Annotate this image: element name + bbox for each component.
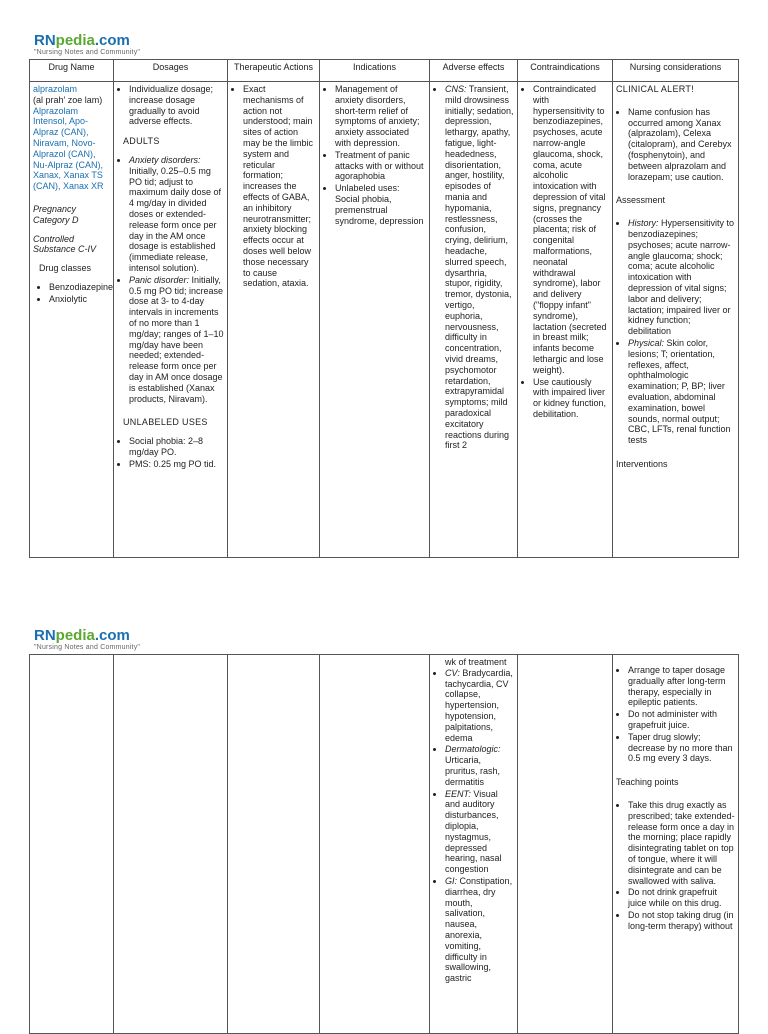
anxiety-dosage	[129, 155, 224, 274]
anxiety-label: Anxiety disorders:	[129, 154, 201, 165]
drug-class-item: • Benzodiazepine	[49, 282, 110, 293]
history-text: Hypersensitivity to benzodiazepines; psychoses; acute narrow-angle glaucoma; shock; coma; acute alcoholic intoxication with depression of vital signs; labor and delivery; lactation; impaired liver or kidney function; debilitation	[628, 218, 735, 337]
assessment-physical	[628, 338, 735, 446]
adverse-effects-cell-cont	[430, 655, 518, 1034]
drug-table-page-2	[29, 654, 739, 1034]
adverse-eent	[445, 789, 514, 875]
gi-text: Constipation, diarrhea, dry mouth, salivation, nausea, anorexia, vomiting, difficulty in swallowing, gastric	[445, 875, 513, 984]
unlabeled-use-item: • PMS: 0.25 mg PO tid.	[129, 459, 224, 470]
actions-list	[231, 84, 316, 289]
panic-dosage	[129, 275, 224, 405]
pregnancy-category: Pregnancy Category D	[33, 203, 79, 225]
intervention-item: • Do not administer with grapefruit juice.	[628, 709, 735, 731]
header-drug-name: Drug Name	[30, 60, 114, 82]
clinical-alert-item: • Name confusion has occurred among Xanax (alprazolam), Celexa (citalopram), and Cerebyx (fosphenytoin), and between alprazolam and lorazepam; use caution.	[628, 107, 735, 183]
header-adverse-effects: Adverse effects	[430, 60, 518, 82]
adverse-list	[433, 84, 514, 451]
page-header	[34, 33, 140, 57]
adult-dosage-list	[117, 155, 224, 404]
tagline: "Nursing Notes and Community"	[34, 49, 141, 56]
contraindications-cell	[518, 82, 613, 558]
controlled-substance: Controlled Substance C-IV	[33, 233, 97, 255]
cns-label: CNS:	[445, 84, 467, 94]
eent-text: Visual and auditory disturbances, diplopia, nystagmus, depressed hearing, nasal congestion	[445, 788, 502, 875]
cv-text: Bradycardia, tachycardia, CV collapse, hypertension, hypotension, palpitations, edema	[445, 667, 513, 743]
gi-label: GI:	[445, 875, 458, 886]
adverse-gi	[445, 876, 514, 984]
teaching-points-label: Teaching points	[616, 777, 679, 788]
indication-item: • Unlabeled uses: Social phobia, premenstrual syndrome, depression	[335, 183, 426, 226]
dosages-cell	[114, 82, 228, 558]
drug-classes-list	[33, 281, 114, 305]
therapeutic-actions-cell	[228, 82, 320, 558]
cns-text: Transient, mild drowsiness initially; sedation, depression, lethargy, apathy, fatigue, light-headedness, disorientation, anger, hostility, episodes of mania and hypomania, restlessness, confusion, crying, delirium, headache, slurred speech, dysarthria, stupor, rigidity, tremor, dystonia, vertigo, euphoria, nervousness, difficulty in concentration, vivid dreams, psychomotor retardation, extrapyramidal symptoms; mild paradoxical excitatory reactions during first 2	[445, 84, 514, 451]
intervention-item: • Taper drug slowly; decrease by no more than 0.5 mg every 3 days.	[628, 732, 735, 764]
clinical-alert-label: CLINICAL ALERT!	[616, 84, 695, 94]
adverse-continued: wk of treatment	[445, 657, 507, 667]
header-dosages: Dosages	[114, 60, 228, 82]
panic-label: Panic disorder:	[129, 274, 190, 285]
clinical-alert-list	[616, 107, 735, 183]
indication-item: • Management of anxiety disorders, short-term relief of symptoms of anxiety; anxiety associated with depression.	[335, 84, 426, 149]
drug-name-link[interactable]: alprazolam	[33, 84, 78, 94]
indication-item: • Treatment of panic attacks with or without agoraphobia	[335, 150, 426, 182]
drug-row	[30, 82, 739, 558]
intervention-item: • Arrange to taper dosage gradually after long-term therapy, especially in epileptic patients.	[628, 665, 735, 708]
eent-label: EENT:	[445, 788, 471, 799]
adults-label: ADULTS	[123, 136, 160, 147]
actions-text: • Exact mechanisms of action not understood; main sites of action may be the limbic system and reticular formation; increases the effects of GABA, an inhibitory neurotransmitter; anxiety blocking effects occur at doses well below those necessary to cause sedation, ataxia.	[243, 84, 316, 289]
interventions-label: Interventions	[616, 458, 668, 469]
header-row	[30, 60, 739, 82]
adverse-cv	[445, 668, 514, 744]
contraindication-item: • Contraindicated with hypersensitivity to benzodiazepines, psychoses, acute narrow-angle glaucoma, shock, coma, acute alcoholic intoxication with depression of vital signs, pregnancy (crosses the placenta; risk of congenital malformations, neonatal withdrawal syndrome), labor and delivery ("floppy infant" syndrome), lactation (secreted in breast milk; infants become lethargic and lose weight).	[533, 84, 609, 376]
derm-label: Dermatologic:	[445, 744, 501, 755]
drug-classes-label: Drug classes	[39, 263, 92, 274]
assessment-list	[616, 218, 735, 446]
header-therapeutic-actions: Therapeutic Actions	[228, 60, 320, 82]
page-header-2	[34, 628, 140, 652]
history-label: History:	[628, 218, 659, 229]
dosage-intro: • Individualize dosage; increase dosage gradually to avoid adverse effects.	[129, 84, 224, 127]
indications-cell-cont	[320, 655, 430, 1034]
adverse-effects-cell	[430, 82, 518, 558]
drug-class-item: • Anxiolytic	[49, 294, 110, 305]
nursing-considerations-cell-cont	[613, 655, 739, 1034]
adverse-list-cont	[433, 668, 514, 984]
header-indications: Indications	[320, 60, 430, 82]
assessment-label: Assessment	[616, 195, 666, 206]
header-nursing-considerations: Nursing considerations	[613, 60, 739, 82]
derm-text: Urticaria, pruritus, rash, dermatitis	[445, 755, 501, 787]
panic-text: Initially, 0.5 mg PO tid; increase dose at 3- to 4-day intervals in increments of no more than 1 mg/day; ranges of 1–10 mg/day have been needed; extended-release form once per day in AM once dosage is established (Xanax products, Niravam).	[129, 274, 224, 404]
tagline: "Nursing Notes and Community"	[34, 644, 141, 651]
pronunciation: (al prah' zoe lam)	[33, 94, 103, 105]
header-contraindications: Contraindications	[518, 60, 613, 82]
rnpedia-logo[interactable]: RNpedia.com	[34, 627, 130, 644]
contraindication-item: • Use cautiously with impaired liver or kidney function, debilitation.	[533, 377, 609, 420]
continued-row	[30, 655, 739, 1034]
adverse-derm	[445, 744, 514, 787]
teaching-point-item: • Do not stop taking drug (in long-term therapy) without	[628, 910, 735, 932]
drug-table-page-1	[29, 59, 739, 558]
cv-label: CV:	[445, 667, 460, 678]
nursing-considerations-cell	[613, 82, 739, 558]
indications-cell	[320, 82, 430, 558]
dosage-intro-list	[117, 84, 224, 127]
drug-name-cell-cont	[30, 655, 114, 1034]
unlabeled-uses-label: UNLABELED USES	[123, 417, 208, 428]
drug-name-cell	[30, 82, 114, 558]
brand-names[interactable]: Alprazolam Intensol, Apo-Alpraz (CAN), Niravam, Novo-Alprazol (CAN), Nu-Alpraz (CAN), Xanax, Xanax TS (CAN), Xanax XR	[33, 105, 104, 192]
teaching-point-item: • Take this drug exactly as prescribed; take extended-release form once a day in the morning; place rapidly disintegrating tablet on top of tongue, where it will disintegrate and can be swallowed with saliva.	[628, 800, 735, 886]
contraindications-cell-cont	[518, 655, 613, 1034]
indications-list	[323, 84, 426, 226]
contraindications-list	[521, 84, 609, 420]
teaching-points-list	[616, 800, 735, 932]
physical-label: Physical:	[628, 337, 665, 348]
rnpedia-logo[interactable]: RNpedia.com	[34, 32, 130, 49]
physical-text: Skin color, lesions; T; orientation, reflexes, affect, ophthalmologic examination; P, BP; liver evaluation, abdominal examination, bowel sounds, normal output; CBC, LFTs, renal function tests	[628, 337, 731, 446]
interventions-list	[616, 665, 735, 764]
adverse-cns	[445, 84, 514, 451]
anxiety-text: Initially, 0.25–0.5 mg PO tid; adjust to maximum daily dose of 4 mg/day in divided doses or extended-release form once per day in the AM once dosage is established (immediate release, intensol solution).	[129, 165, 222, 273]
assessment-history	[628, 218, 735, 337]
unlabeled-use-item: • Social phobia: 2–8 mg/day PO.	[129, 436, 224, 458]
teaching-point-item: • Do not drink grapefruit juice while on this drug.	[628, 887, 735, 909]
therapeutic-actions-cell-cont	[228, 655, 320, 1034]
unlabeled-uses-list	[117, 436, 224, 469]
dosages-cell-cont	[114, 655, 228, 1034]
